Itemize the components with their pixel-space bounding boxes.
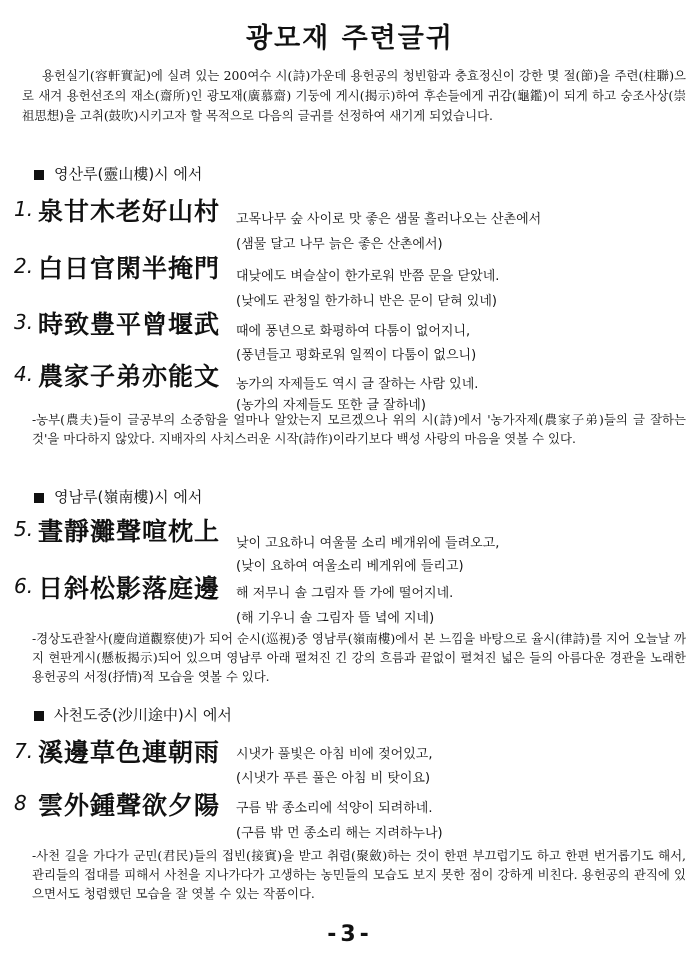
poem-number: 4.: [14, 362, 34, 386]
poem-alt-translation: (해 기우니 솔 그림자 뜰 녘에 지네): [236, 611, 435, 626]
poem-hanja: 泉甘木老好山村: [38, 197, 221, 226]
poem-translation: 때에 풍년으로 화평하여 다툼이 없어지니,: [236, 324, 471, 339]
page-number: -3-: [327, 922, 373, 947]
poem-translation: 해 저무니 솔 그림자 뜰 가에 떨어지네.: [236, 586, 454, 601]
poem-number: 2.: [14, 254, 34, 278]
poem-alt-translation: (시냇가 푸른 풀은 아침 비 탓이요): [236, 771, 431, 786]
section-note: -농부(農夫)들이 글공부의 소중함을 얼마나 알았는지 모르겠으나 위의 시(詩)에서 '농가자제(農家子弟)들의 글 잘하는 것'을 마다하지 않았다. 지배자의 사치스러운 시작(詩作)이라기보다 백성 사랑의 마음을 엿볼 수 있다.: [32, 412, 686, 446]
square-bullet-icon: [34, 493, 44, 503]
poem-translation: 고목나무 숲 사이로 맛 좋은 샘물 흘러나오는 산촌에서: [236, 212, 542, 227]
poem-translation: 낮이 고요하니 여울물 소리 베개위에 들려오고,: [236, 536, 500, 551]
poem-hanja: 晝靜灘聲喧枕上: [38, 517, 221, 546]
poem-number: 7.: [14, 739, 34, 763]
poem-translation: 대낮에도 벼슬살이 한가로워 반쯤 문을 닫았네.: [236, 269, 500, 284]
poem-hanja: 白日官閑半掩門: [38, 254, 221, 283]
poem-hanja: 時致豊平曾堰武: [38, 310, 221, 339]
poem-alt-translation: (낮이 요하여 여울소리 베게위에 들리고): [236, 559, 464, 574]
poem-alt-translation: (풍년들고 평화로워 일찍이 다툼이 없으니): [236, 348, 477, 363]
section-title: 영산루(靈山樓)시 에서: [54, 165, 203, 183]
section-title: 사천도중(沙川途中)시 에서: [54, 706, 232, 724]
section-header-yeongsanru: [34, 163, 202, 184]
section-header-sacheon: [34, 704, 232, 725]
poem-alt-translation: (구름 밖 먼 종소리 해는 지려하누나): [236, 826, 443, 841]
poem-number: 8: [14, 791, 27, 815]
poem-translation: 시냇가 풀빛은 아침 비에 젖어있고,: [236, 747, 433, 762]
poem-hanja: 農家子弟亦能文: [38, 362, 221, 391]
poem-number: 1.: [14, 197, 34, 221]
poem-number: 3.: [14, 310, 34, 334]
poem-hanja: 雲外鍾聲欲夕陽: [38, 791, 221, 820]
section-note: -경상도관찰사(慶尙道觀察使)가 되어 순시(巡視)중 영남루(嶺南樓)에서 본 느낌을 바탕으로 율시(律詩)를 지어 오늘날 까지 현판게시(懸板揭示)되어 있으며 영남루 아래 펼쳐진 긴 강의 흐름과 끝없이 펼쳐진 넓은 들의 아름다운 경관을 노래한 용헌공의 서정(抒情)적 모습을 엿볼 수 있다.: [32, 631, 686, 684]
section-title: 영남루(嶺南樓)시 에서: [54, 488, 203, 506]
poem-alt-translation: (낮에도 관청일 한가하니 반은 문이 닫혀 있네): [236, 294, 497, 309]
section-header-yeongnamru: [34, 486, 202, 507]
poem-hanja: 溪邊草色連朝雨: [38, 738, 221, 767]
poem-translation: 구름 밖 종소리에 석양이 되려하네.: [236, 801, 433, 816]
poem-number: 5.: [14, 517, 34, 541]
section-note: -사천 길을 가다가 군민(君民)들의 접빈(接賓)을 받고 취렴(聚斂)하는 것이 한편 부끄럽기도 하고 한편 번거롭기도 해서, 관리들의 접대를 피해서 사천을 지나가다가 고생하는 농민들의 모습도 보지 못한 점이 강하게 비친다. 용헌공의 관직에 있으면서도 청렴했던 모습을 잘 엿볼 수 있는 작품이다.: [32, 848, 686, 901]
poem-alt-translation: (농가의 자제들도 또한 글 잘하네): [236, 398, 426, 413]
poem-translation: 농가의 자제들도 역시 글 잘하는 사람 있네.: [236, 377, 479, 392]
intro-paragraph: 용헌실기(容軒實記)에 실려 있는 200여수 시(詩)가운데 용헌공의 청빈함과 충효정신이 강한 몇 절(節)을 주련(柱聯)으로 새겨 용헌선조의 재소(齋所)인 광모재(廣慕齋) 기둥에 게시(揭示)하여 후손들에게 귀감(龜鑑)이 되게 하고 숭조사상(崇祖思想)을 고취(鼓吹)시키고자 할 목적으로 다음의 글귀를 선정하여 새기게 되었습니다.: [22, 68, 686, 123]
poem-alt-translation: (샘물 달고 나무 늙은 좋은 산촌에서): [236, 237, 443, 252]
poem-number: 6.: [14, 574, 34, 598]
square-bullet-icon: [34, 170, 44, 180]
page-title: 광모재 주련글귀: [246, 23, 454, 54]
poem-hanja: 日斜松影落庭邊: [38, 574, 221, 603]
square-bullet-icon: [34, 711, 44, 721]
